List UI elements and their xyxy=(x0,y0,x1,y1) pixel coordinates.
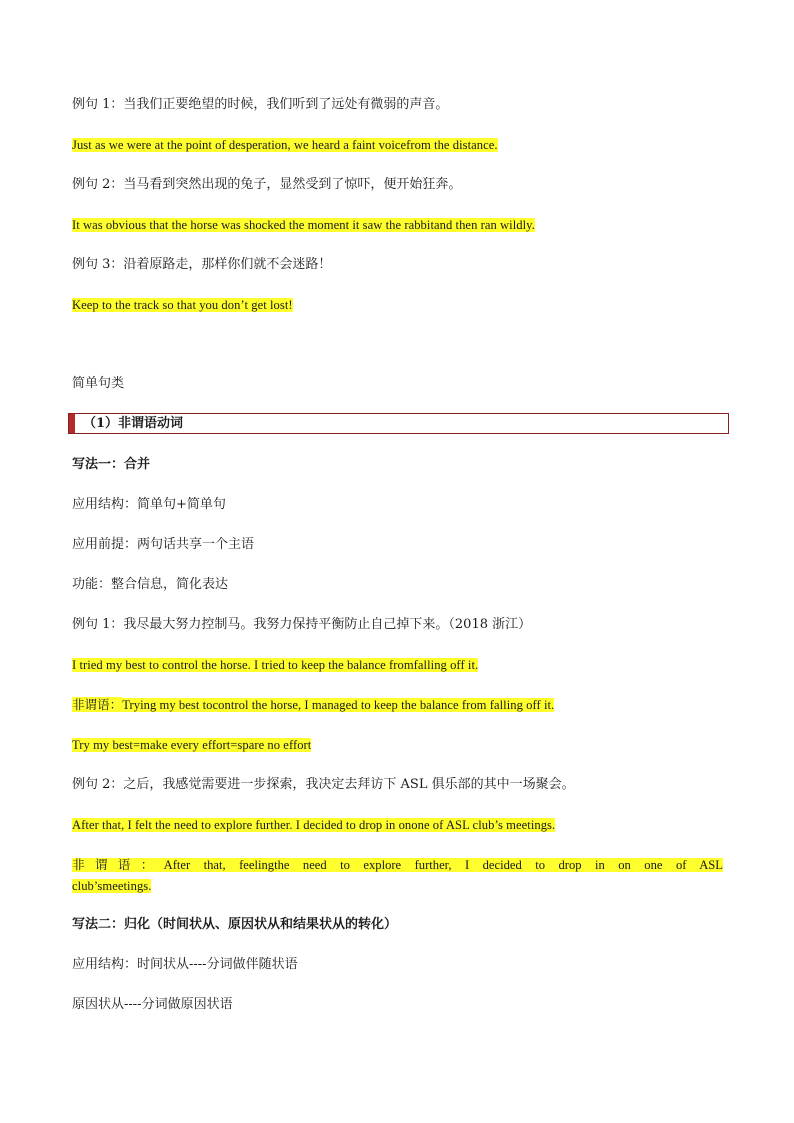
method-1-example-2-chinese: 例句 2：之后，我感觉需要进一步探索，我决定去拜访下 ASL 俱乐部的其中一场聚会。 xyxy=(72,777,575,792)
example-2-english-highlight: It was obvious that the horse was shocked the moment it saw the rabbitand then ran wildly. xyxy=(72,218,535,232)
section-accent-bar xyxy=(69,414,75,433)
section-title: （1）非谓语动词 xyxy=(83,416,184,431)
example-3-english xyxy=(72,297,293,314)
method-2-line2: 原因状从----分词做原因状语 xyxy=(72,997,233,1012)
method-2-title: 写法二：归化（时间状从、原因状从和结果状从的转化） xyxy=(72,917,398,932)
example-2-english xyxy=(72,217,535,234)
method-2-structure: 应用结构：时间状从----分词做伴随状语 xyxy=(72,957,298,972)
method-1-example-1-english xyxy=(72,657,478,674)
method-1-phrase-highlight: Try my best=make every effort=spare no effort xyxy=(72,738,312,752)
method-1-example-2-english xyxy=(72,817,555,834)
nonfinite-label: 非谓语： xyxy=(72,697,123,712)
nonfinite-line2-text: club’smeetings. xyxy=(72,879,152,893)
section-header-box xyxy=(68,413,729,434)
example-1-chinese: 例句 1：当我们正要绝望的时候，我们听到了远处有微弱的声音。 xyxy=(72,97,449,112)
method-1-example-2-nonfinite-line1 xyxy=(72,855,723,875)
method-1-premise: 应用前提：两句话共享一个主语 xyxy=(72,537,255,552)
method-1-title: 写法一：合并 xyxy=(72,457,151,472)
example-2-chinese: 例句 2：当马看到突然出现的兔子，显然受到了惊吓，便开始狂奔。 xyxy=(72,177,462,192)
method-1-structure: 应用结构：简单句+简单句 xyxy=(72,497,226,512)
method-1-phrase xyxy=(72,737,311,754)
method-1-example-2-nonfinite-line2 xyxy=(72,878,151,895)
method-1-example-1-chinese: 例句 1：我尽最大努力控制马。我努力保持平衡防止自己掉下来。（2018 浙江） xyxy=(72,617,532,632)
example-3-chinese: 例句 3：沿着原路走，那样你们就不会迷路！ xyxy=(72,257,332,272)
method-1-example-1-english-highlight: I tried my best to control the horse. I tried to keep the balance fromfalling off it. xyxy=(72,658,479,672)
method-1-example-2-english-highlight: After that, I felt the need to explore further. I decided to drop in onone of ASL club’s meetings. xyxy=(72,818,556,832)
method-1-function: 功能：整合信息，简化表达 xyxy=(72,577,229,592)
category-heading: 简单句类 xyxy=(72,376,125,391)
method-1-example-1-nonfinite xyxy=(72,697,554,714)
nonfinite-line1-text: 非谓语：After that, feelingthe need to explore further, I decided to drop in on one of ASL xyxy=(72,858,723,872)
example-1-english xyxy=(72,137,498,154)
nonfinite-sentence: Trying my best tocontrol the horse, I managed to keep the balance from falling off it. xyxy=(122,698,555,712)
example-3-english-highlight: Keep to the track so that you don’t get lost! xyxy=(72,298,293,312)
example-1-english-highlight: Just as we were at the point of desperation, we heard a faint voicefrom the distance. xyxy=(72,138,498,152)
